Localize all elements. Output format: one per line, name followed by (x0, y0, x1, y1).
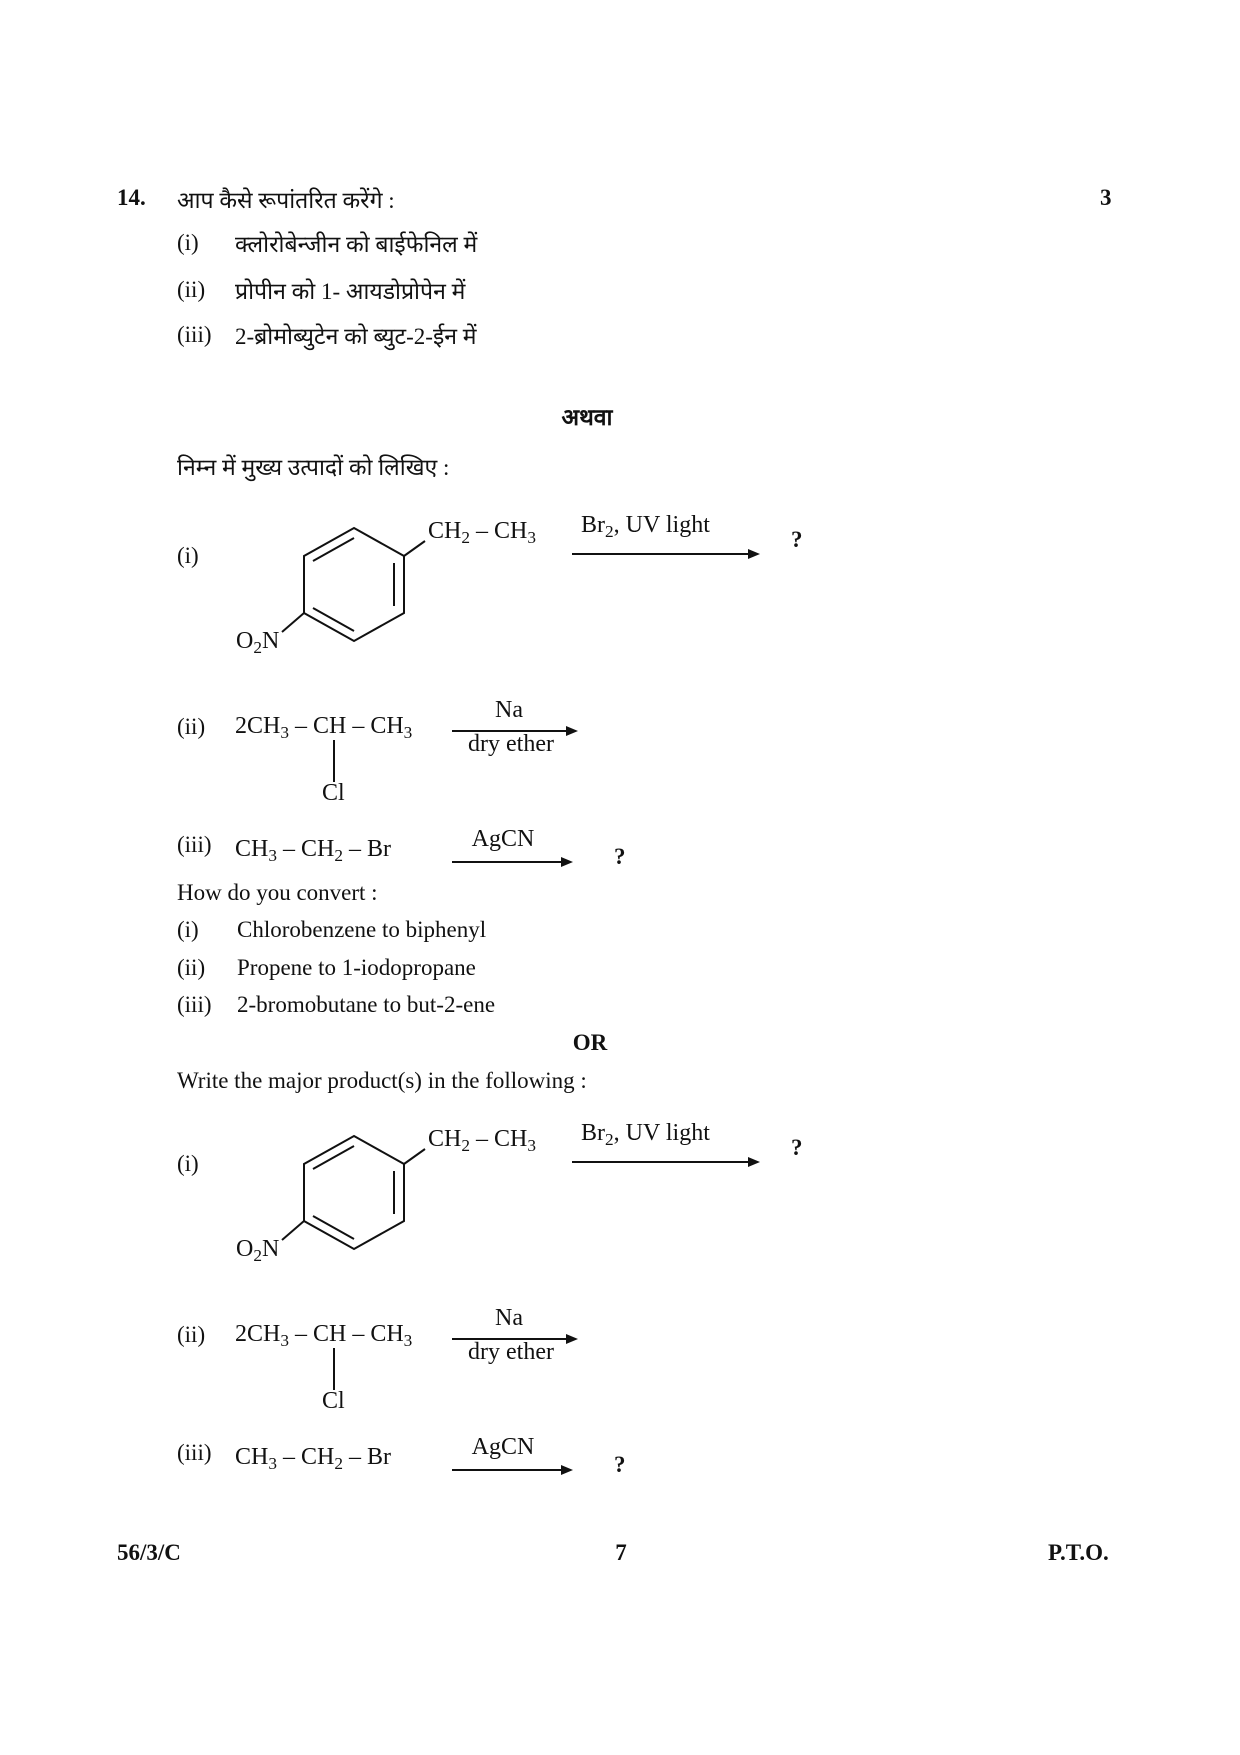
english-item-label: (iii) (177, 992, 212, 1017)
reagent-agcn: AgCN (471, 1434, 535, 1460)
hindi-item-text: प्रोपीन को 1- आयडोप्रोपेन में (235, 279, 466, 304)
paper-code: 56/3/C (117, 1540, 181, 1565)
reactant-bromoethane: $CH_3 - CH_2$ – Br (235, 1444, 391, 1473)
substituent-ethyl: $CH_2 - CH_3$ (428, 518, 536, 547)
reaction-label: (iii) (177, 1440, 212, 1465)
substituent-nitro: $O_2N$ (236, 1236, 280, 1265)
reagent-br2: $Br_2$, UV light (581, 512, 710, 541)
hindi-or: अथवा (561, 405, 613, 430)
reagent-dry-ether: dry ether (468, 731, 554, 757)
reaction-label: (ii) (177, 1322, 206, 1347)
question-marks: 3 (1100, 185, 1112, 210)
hindi-prompt2: निम्न में मुख्य उत्पादों को लिखिए : (177, 455, 450, 480)
page-number: 7 (615, 1540, 627, 1565)
english-item-text: Propene to 1-iodopropane (237, 955, 476, 980)
product-unknown: ? (791, 527, 803, 552)
reagent-agcn: AgCN (471, 826, 535, 852)
reactant-bromoethane: $CH_3 - CH_2$ – Br (235, 836, 391, 865)
substituent-ethyl: $CH_2 - CH_3$ (428, 1126, 536, 1155)
pto-label: P.T.O. (1048, 1540, 1109, 1565)
english-item-text: 2-bromobutane to but-2-ene (237, 992, 496, 1017)
hindi-item-label: (iii) (177, 322, 212, 347)
product-unknown: ? (614, 844, 626, 869)
hindi-item-label: (i) (177, 230, 199, 255)
hindi-item-label: (ii) (177, 277, 206, 302)
english-item-text: Chlorobenzene to biphenyl (237, 917, 487, 942)
reagent-dry-ether: dry ether (468, 1339, 554, 1365)
hindi-item-text: क्लोरोबेन्जीन को बाईफेनिल में (235, 232, 478, 257)
reaction-label: (ii) (177, 714, 206, 739)
branch-cl: Cl (322, 1388, 345, 1414)
english-item-label: (ii) (177, 955, 206, 980)
reaction-label: (i) (177, 1151, 199, 1176)
question-number: 14. (117, 185, 146, 210)
hindi-prompt: आप कैसे रूपांतरित करेंगे : (177, 188, 395, 213)
english-or: OR (572, 1030, 608, 1055)
reaction-label: (iii) (177, 832, 212, 857)
reagent-na: Na (495, 697, 523, 723)
english-item-label: (i) (177, 917, 199, 942)
reagent-na: Na (495, 1305, 523, 1331)
reactant-chloropropane: $2CH_3$ – CH – $CH_3$ (235, 1321, 413, 1350)
product-unknown: ? (791, 1135, 803, 1160)
branch-cl: Cl (322, 780, 345, 806)
hindi-item-text: 2-ब्रोमोब्युटेन को ब्युट-2-ईन में (235, 324, 477, 349)
product-unknown: ? (614, 1452, 626, 1477)
substituent-nitro: $O_2N$ (236, 628, 280, 657)
english-prompt: How do you convert : (177, 880, 378, 905)
english-prompt2: Write the major product(s) in the following : (177, 1068, 587, 1093)
reagent-br2: $Br_2$, UV light (581, 1120, 710, 1149)
reactant-chloropropane: $2CH_3$ – CH – $CH_3$ (235, 713, 413, 742)
reaction-label: (i) (177, 543, 199, 568)
